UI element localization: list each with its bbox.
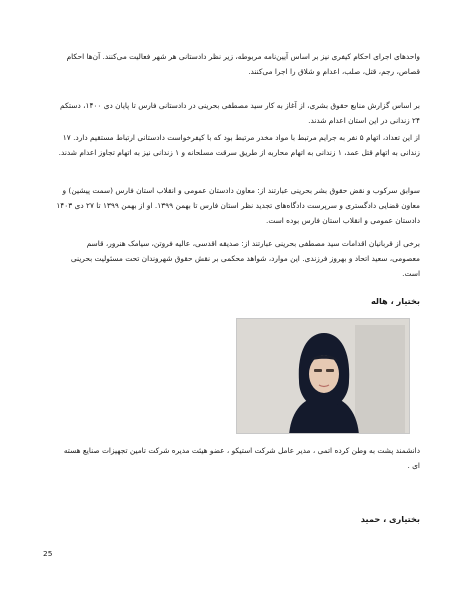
paragraph-execution-units: واحدهای اجرای احکام کیفری نیز بر اساس آیین‌نامه مربوطه، زیر نظر دادستانی هر شهر فعالیت می‌کنند. آن‌ها احکام قصاص، رجم، قتل، صلب، اعدام و شلاق را اجرا می‌کنند. xyxy=(66,52,420,76)
description-bakhtiar: دانشمند پشت به وطن کرده اتمی ، مدیر عامل شرکت استیکو ، عضو هیئت مدیره شرکت تامین تجهیزات صنایع هسته ای . xyxy=(63,446,420,470)
paragraph-victims: برخی از قربانیان اقدامات سید مصطفی بحرینی عبارتند از: صدیقه اقدسی، عالیه فروتن، سیامک هنرور، قاسم معصومی، سعید اتحاد و بهروز فرزندی. این موارد، شواهد محکمی بر نقش حقوق شهروندان تحت مسئولیت بحرینی است. xyxy=(70,239,420,278)
section-heading-bakhtiar: بختیار ، هاله xyxy=(370,296,420,306)
paragraph-execution-breakdown: از این تعداد، اتهام ۵ نفر به جرایم مرتبط با مواد مخدر مرتبط بود که با کیفرخواست دادستانی ارتباط مستقیم دارد. ۱۷ زندانی به اتهام قتل عمد، ۱ زندانی به اتهام محاربه از طریق سرقت مسلحانه و ۱ زندانی نیز به اتهام تجاوز اعدام شدند. xyxy=(58,133,420,157)
page-number: 25 xyxy=(43,549,53,558)
paragraph-execution-stats: بر اساس گزارش منابع حقوق بشری، از آغاز به کار سید مصطفی بحرینی در دادستانی فارس تا پایان دی ۱۴۰۰، دستکم ۲۴ زندانی در این استان اعدام شدند. xyxy=(60,101,420,125)
portrait-photo xyxy=(236,318,410,434)
portrait-illustration xyxy=(237,319,410,434)
section-heading-bakhtiari: بختیاری ، حمید xyxy=(360,514,420,524)
paragraph-record: سوابق سرکوب و نقض حقوق بشر بحرینی عبارتند از: معاون دادستان عمومی و انقلاب استان فارس (سمت پیشین) و معاون قضایی دادگستری و سرپرست دادگاه‌های تجدید نظر استان فارس تا بهمن ۱۳۹۹. او از بهمن ۱۳۹۹ تا ۲۷ دی ۱۴۰۳ دادستان عمومی و انقلاب استان فارس بوده است. xyxy=(56,186,420,225)
